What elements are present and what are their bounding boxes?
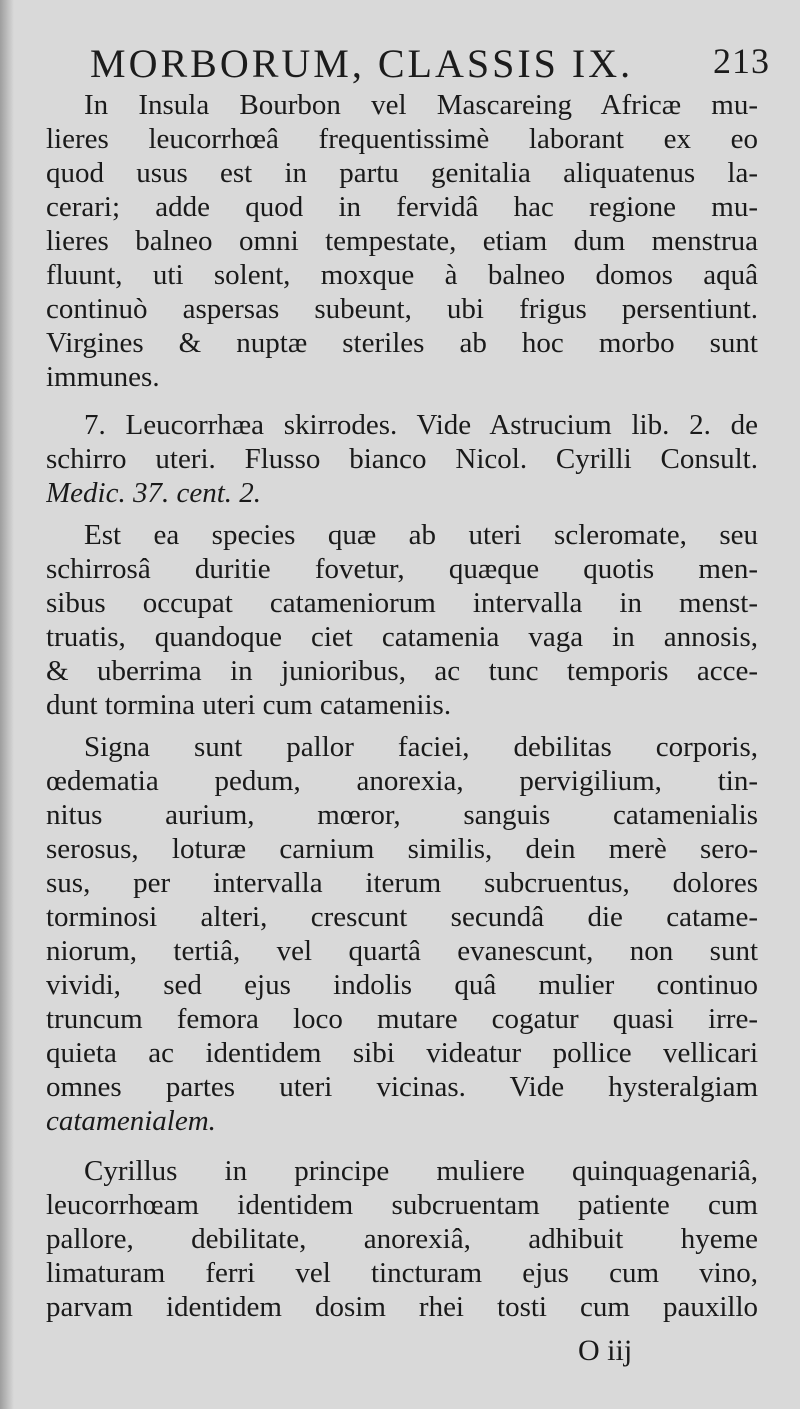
text-line: immunes. (46, 361, 160, 393)
text-line: pallore, debilitate, anorexiâ, adhibuit hyeme (46, 1223, 758, 1255)
text-line: quod usus est in partu genitalia aliquatenus la- (46, 157, 758, 189)
text-line: limaturam ferri vel tincturam ejus cum vino, (46, 1257, 758, 1289)
text-line: truatis, quandoque ciet catamenia vaga in annosis, (46, 621, 758, 653)
text-line: omnes partes uteri vicinas. Vide hysteralgiam (46, 1071, 758, 1103)
text-line: truncum femora loco mutare cogatur quasi irre- (46, 1003, 758, 1035)
text-line: Est ea species quæ ab uteri scleromate, seu (84, 519, 758, 551)
text-line: lieres leucorrhœâ frequentissimè laborant ex eo (46, 123, 758, 155)
text-line: serosus, loturæ carnium similis, dein merè sero- (46, 833, 758, 865)
text-line: continuò aspersas subeunt, ubi frigus persentiunt. (46, 293, 758, 325)
text-line: nitus aurium, mœror, sanguis catamenialis (46, 799, 758, 831)
text-line: sibus occupat catameniorum intervalla in menst- (46, 587, 758, 619)
text-line: sus, per intervalla iterum subcruentus, dolores (46, 867, 758, 899)
text-line: catamenialem. (46, 1105, 216, 1137)
text-line: œdematia pedum, anorexia, pervigilium, tin- (46, 765, 758, 797)
text-line: & uberrima in junioribus, ac tunc temporis acce- (46, 655, 758, 687)
text-line: 7. Leucorrhæa skirrodes. Vide Astrucium lib. 2. de (84, 409, 758, 441)
text-line: fluunt, uti solent, moxque à balneo domos aquâ (46, 259, 758, 291)
text-line: Signa sunt pallor faciei, debilitas corporis, (84, 731, 758, 763)
running-head-title: MORBORUM, CLASSIS IX. (90, 41, 634, 86)
text-line: quieta ac identidem sibi videatur pollice vellicari (46, 1037, 758, 1069)
text-line: parvam identidem dosim rhei tosti cum pauxillo (46, 1291, 758, 1323)
page-number: 213 (713, 41, 770, 81)
text-line: cerari; adde quod in fervidâ hac regione mu- (46, 191, 758, 223)
text-line: niorum, tertiâ, vel quartâ evanescunt, non sunt (46, 935, 758, 967)
text-line: Medic. 37. cent. 2. (46, 477, 262, 509)
text-line: schirrosâ duritie fovetur, quæque quotis men- (46, 553, 758, 585)
text-line: In Insula Bourbon vel Mascareing Africæ mu- (84, 89, 758, 121)
text-line: leucorrhœam identidem subcruentam patiente cum (46, 1189, 758, 1221)
text-line: Virgines & nuptæ steriles ab hoc morbo sunt (46, 327, 758, 359)
text-line: dunt tormina uteri cum catameniis. (46, 689, 452, 721)
text-line: lieres balneo omni tempestate, etiam dum menstrua (46, 225, 758, 257)
text-line: Cyrillus in principe muliere quinquagenariâ, (84, 1155, 758, 1187)
signature-mark: O iij (578, 1334, 633, 1367)
text-line: torminosi alteri, crescunt secundâ die catame- (46, 901, 758, 933)
page-edge-shadow (0, 0, 14, 1409)
text-line: schirro uteri. Flusso bianco Nicol. Cyrilli Consult. (46, 443, 758, 475)
text-line: vividi, sed ejus indolis quâ mulier continuo (46, 969, 758, 1001)
